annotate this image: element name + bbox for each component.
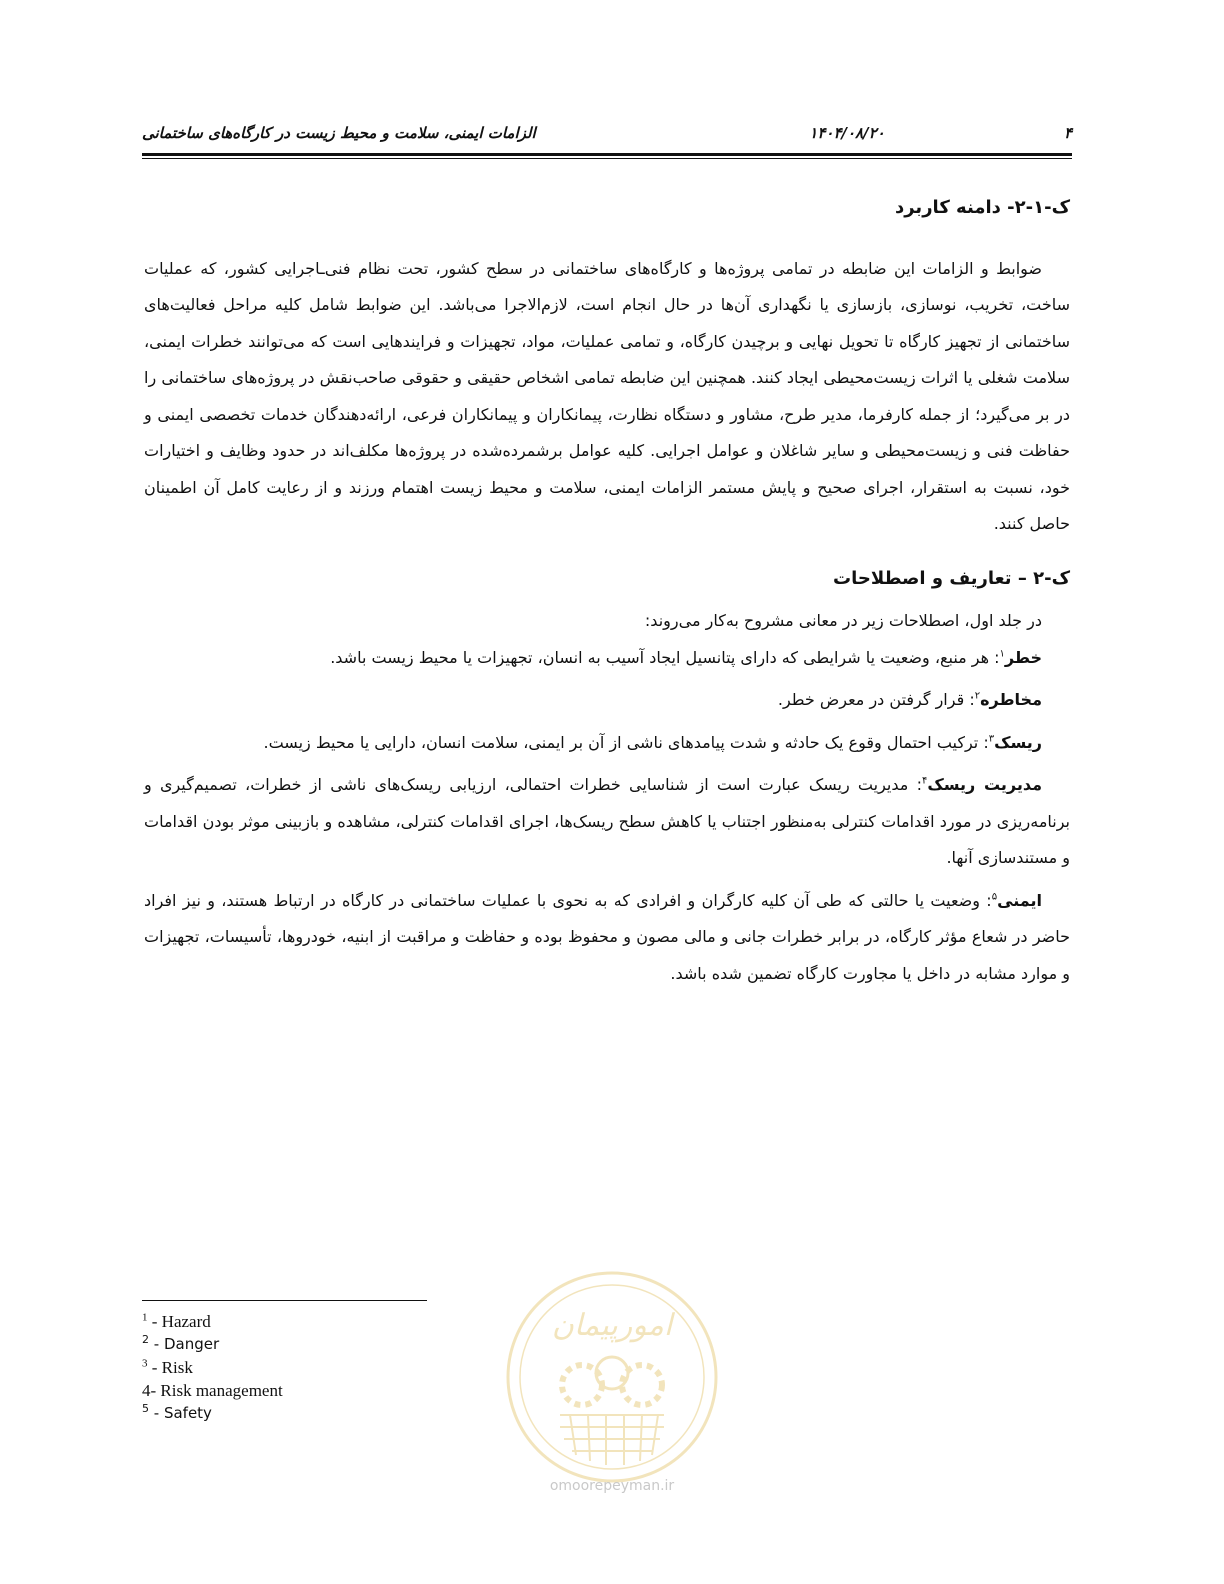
header-date: ۱۴۰۴/۰۸/۲۰ [809,124,885,142]
page-body [144,190,1070,998]
footnote-item: 4- Risk management [142,1381,283,1400]
footnote-item: $^2$ - Danger [142,1333,220,1353]
definition-term: ایمنی [997,890,1042,910]
definition-hazard [144,640,1070,677]
footnote-ref: ۴ [921,775,928,787]
section-heading-definitions: ک-۲ – تعاریف و اصطلاحات [833,567,1070,589]
watermark-url: omoorepeyman.ir [549,1478,675,1494]
watermark-logo-text: امورپیمان [551,1308,673,1343]
definition-text: : ترکیب احتمال وقوع یک حادثه و شدت پیامدهای ناشی از آن بر ایمنی، سلامت انسان، دارایی یا محیط زیست. [263,732,989,752]
footnote-item: $^1$ - Hazard [142,1311,211,1331]
footnote-ref: ۳ [988,733,995,745]
definition-term: مدیریت ریسک [927,775,1042,794]
watermark-logo [500,1265,724,1495]
footnote-separator [142,1300,427,1301]
header-rule-thick [142,153,1072,156]
section-heading-scope: ک-۱-۲- دامنه کاربرد [895,197,1070,218]
definition-term: خطر [1004,647,1042,667]
definition-term: ریسک [994,732,1042,752]
definition-text: : وضعیت یا حالتی که طی آن کلیه کارگران و افرادی که به نحوی با عملیات ساختمانی در کارگاه در ارتباط هستند، و نیز افراد حاضر در شعاع مؤثر کارگاه، در برابر خطرات جانی و مالی مصون و محفوظ بوده و حفاظت و مراقبت از ابنیه، خودروها، تأسیسات، تجهیزات و موارد مشابه در داخل یا مجاورت کارگاه تضمین شده باشد. [144,890,1070,983]
definition-term: مخاطره [980,690,1042,709]
definition-risk [144,725,1070,762]
definition-text: : مدیریت ریسک عبارت است از شناسایی خطرات احتمالی، ارزیابی ریسک‌های ناشی از خطرات، تصمیم‌گیری و برنامه‌ریزی در مورد اقدامات کنترلی به‌منظور اجتناب یا کاهش سطح ریسک‌ها، اجرای اقدامات کنترلی، مشاهده و بازبینی موثر بودن اقدامات و مستندسازی آنها. [144,775,1070,867]
definitions-intro: در جلد اول، اصطلاحات زیر در معانی مشروح به‌کار می‌روند: [644,611,1042,630]
page-number: ۴ [1063,124,1072,142]
footnote-ref: ۵ [991,891,998,903]
footnote-ref: ۲ [974,690,981,702]
footnote-item: $^5$ - Safety [142,1402,212,1422]
definition-danger [144,682,1070,719]
definition-risk-management [144,767,1070,877]
definition-text: : قرار گرفتن در معرض خطر. [777,690,975,709]
footnote-ref: ۱ [999,648,1005,660]
definition-safety [144,883,1070,993]
scope-paragraph: ضوابط و الزامات این ضابطه در تمامی پروژه‌ها و کارگاه‌های ساختمانی در سطح کشور، تحت نظام فنی‌ـاجرایی کشور، که عملیات ساخت، تخریب، نوسازی، بازسازی یا نگهداری آن‌ها در حال انجام است، لازم‌الاجرا می‌باشد. این ضوابط شامل کلیه مراحل فعالیت‌های ساختمانی از تجهیز کارگاه تا تحویل نهایی و برچیدن کارگاه، و تمامی عملیات، مواد، تجهیزات و فرایندهایی است که می‌توانند خطرات ایمنی، سلامت شغلی یا اثرات زیست‌محیطی ایجاد کنند. همچنین این ضابطه تمامی اشخاص حقیقی و حقوقی صاحب‌نقش در پروژه‌های ساختمانی را در بر می‌گیرد؛ از جمله کارفرما، مدیر طرح، مشاور و دستگاه نظارت، پیمانکاران و پیمانکاران فرعی، ارائه‌دهندگان خدمات تخصصی ایمنی و حفاظت فنی و زیست‌محیطی و سایر شاغلان و عوامل اجرایی. کلیه عوامل برشمرده‌شده در پروژه‌ها مکلف‌اند در حدود وظایف و اختیارات خود، نسبت به استقرار، اجرای صحیح و پایش مستمر الزامات ایمنی، سلامت و محیط زیست اهتمام ورزند و از رعایت کامل آن اطمینان حاصل کنند. [144,258,1070,533]
footnotes [142,1310,442,1425]
header-rule-thin [142,158,1072,159]
footnote-item: $^3$ - Risk [142,1357,193,1377]
definition-text: : هر منبع، وضعیت یا شرایطی که دارای پتانسیل ایجاد آسیب به انسان، تجهیزات یا محیط زیست باشد. [330,647,1000,667]
page-header [142,120,1072,146]
document-title: الزامات ایمنی، سلامت و محیط زیست در کارگاه‌های ساختمانی [142,124,536,142]
